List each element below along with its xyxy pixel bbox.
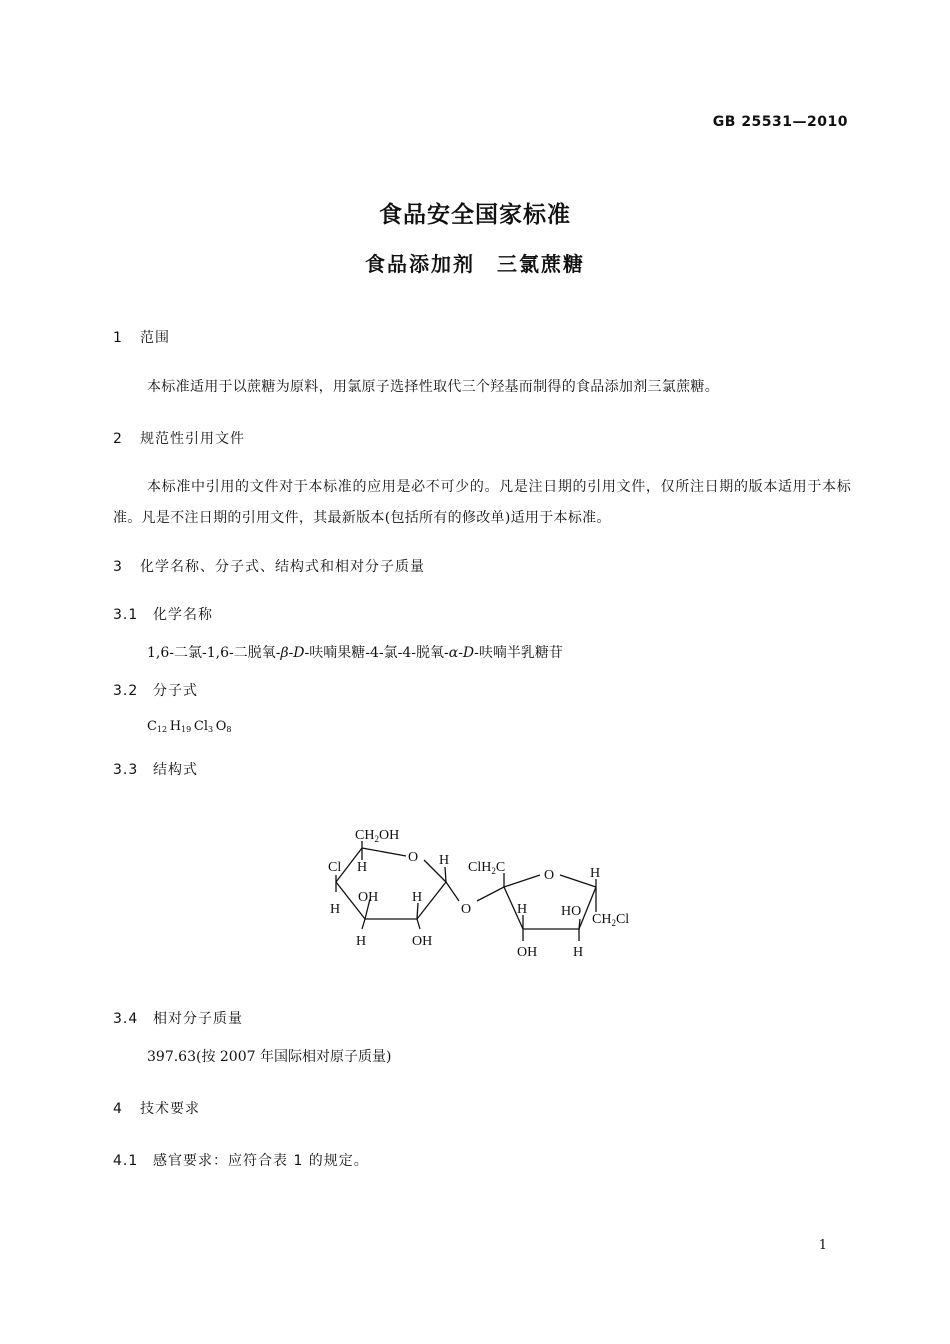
section-title: 分子式 xyxy=(153,683,198,699)
section-4-1-heading xyxy=(113,1150,369,1170)
clh2c-label: ClH$_2$C xyxy=(468,860,506,876)
section-number: 3.4 xyxy=(113,1011,139,1027)
hydroxyl-label: OH xyxy=(517,945,538,960)
beta-symbol: β xyxy=(280,645,289,661)
ch2cl-label: $CH_2Cl$ xyxy=(592,912,630,928)
hydrogen-label: H xyxy=(412,890,423,905)
chemical-name-part: -呋喃果糖-4-氯-4-脱氧- xyxy=(304,645,449,661)
section-number: 3 xyxy=(113,559,123,575)
subscript: 8 xyxy=(226,725,232,734)
section-3-1-heading xyxy=(113,604,213,624)
ch2oh-label: $CH_2OH$ xyxy=(355,828,400,844)
bridge-oxygen: O xyxy=(461,902,472,917)
hydrogen-label: H xyxy=(357,860,368,875)
document-title: 食品安全国家标准 xyxy=(379,202,571,228)
subscript: 12 xyxy=(156,725,168,734)
section-1-text: 本标准适用于以蔗糖为原料，用氯原子选择性取代三个羟基而制得的食品添加剂三氯蔗糖。 xyxy=(147,379,719,395)
molecular-formula xyxy=(147,719,231,734)
d-configuration: D xyxy=(293,645,305,661)
section-3-2-heading xyxy=(113,680,198,700)
section-number: 3.1 xyxy=(113,607,139,623)
section-3-3-heading xyxy=(113,759,198,779)
section-title: 规范性引用文件 xyxy=(140,431,245,447)
molecular-mass-text: 397.63(按 2007 年国际相对原子质量) xyxy=(147,1049,392,1065)
section-title: 感官要求：应符合表 1 的规定。 xyxy=(153,1153,369,1169)
section-title: 相对分子质量 xyxy=(153,1011,243,1027)
hydroxyl-label: OH xyxy=(358,890,379,905)
subscript: 3 xyxy=(208,725,214,734)
subscript: 19 xyxy=(181,725,192,734)
chemical-name-part: - xyxy=(288,645,294,661)
section-title: 化学名称 xyxy=(153,607,213,623)
hydrogen-label: H xyxy=(573,945,584,960)
structural-formula xyxy=(320,815,650,970)
section-number: 2 xyxy=(113,431,123,447)
element-cl: Cl xyxy=(193,719,208,734)
section-3-4-heading xyxy=(113,1008,243,1028)
section-2-heading xyxy=(113,428,245,448)
chemical-name-part: -呋喃半乳糖苷 xyxy=(474,645,563,661)
hydrogen-label: H xyxy=(590,866,601,881)
d-configuration: D xyxy=(462,645,475,661)
section-title: 结构式 xyxy=(153,762,198,778)
hydroxyl-ho-label: HO xyxy=(561,904,582,919)
section-3-heading xyxy=(113,556,425,576)
alpha-symbol: α xyxy=(448,645,459,661)
atom-labels xyxy=(328,828,629,960)
element-o: O xyxy=(215,719,227,734)
section-title: 范围 xyxy=(140,330,170,346)
chlorine-label: Cl xyxy=(328,860,342,875)
hydrogen-label: H xyxy=(330,902,341,917)
ring-oxygen-1: O xyxy=(408,850,419,865)
section-title: 技术要求 xyxy=(140,1101,200,1117)
section-1-heading xyxy=(113,327,170,347)
chemical-name-part: 1,6-二氯-1,6-二脱氧- xyxy=(147,645,281,661)
hydroxyl-label: OH xyxy=(412,934,433,949)
hydrogen-label: H xyxy=(439,853,450,868)
document-subtitle: 食品添加剂 三氯蔗糖 xyxy=(365,252,585,276)
section-number: 3.2 xyxy=(113,683,139,699)
element-h: H xyxy=(169,719,182,734)
section-number: 4.1 xyxy=(113,1153,139,1169)
section-number: 1 xyxy=(113,330,123,346)
section-number: 4 xyxy=(113,1101,123,1117)
section-4-heading xyxy=(113,1098,200,1118)
page-number: 1 xyxy=(818,1238,827,1253)
section-title: 化学名称、分子式、结构式和相对分子质量 xyxy=(140,559,425,575)
section-2-text: 本标准中引用的文件对于本标准的应用是必不可少的。凡是注日期的引用文件，仅所注日期的版本适用于本标准。凡是不注日期的引用文件，其最新版本(包括所有的修改单)适用于本标准。 xyxy=(113,479,851,526)
chemical-name-part: - xyxy=(458,645,463,661)
hydrogen-label: H xyxy=(356,934,367,949)
element-c: C xyxy=(147,719,157,734)
section-number: 3.3 xyxy=(113,762,139,778)
chemical-name xyxy=(147,642,563,662)
ring-oxygen-2: O xyxy=(544,868,555,883)
standard-code: GB 25531—2010 xyxy=(712,114,848,130)
hydrogen-label: H xyxy=(517,902,528,917)
